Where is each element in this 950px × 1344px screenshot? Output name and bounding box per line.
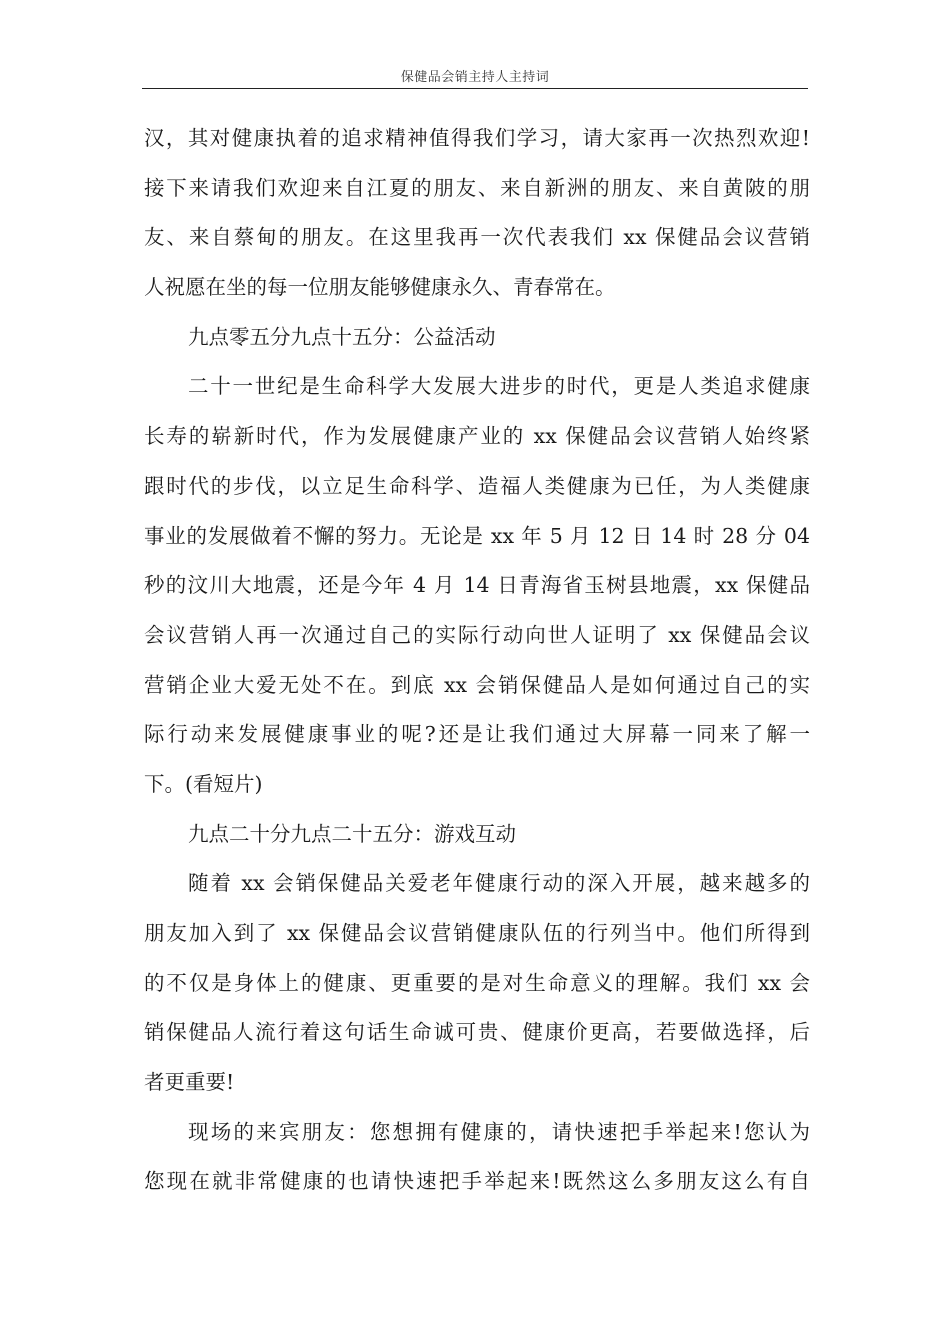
- text-line: 九点零五分九点十五分：公益活动: [188, 324, 496, 349]
- text-line: 销保健品人流行着这句话生命诚可贵、健康价更高，若要做选择，后: [144, 1020, 810, 1045]
- text-line: 者更重要!: [144, 1070, 235, 1095]
- text-line: 的不仅是身体上的健康、更重要的是对生命意义的理解。我们 xx 会: [144, 970, 810, 995]
- text-line: 您现在就非常健康的也请快速把手举起来!既然这么多朋友这么有自: [144, 1169, 810, 1194]
- text-line: 现场的来宾朋友：您想拥有健康的，请快速把手举起来!您认为: [188, 1119, 810, 1144]
- text-line: 二十一世纪是生命科学大发展大进步的时代，更是人类追求健康: [188, 374, 810, 399]
- page-header-title: 保健品会销主持人主持词: [400, 70, 550, 85]
- text-line: 下。(看短片): [144, 771, 263, 796]
- text-line: 接下来请我们欢迎来自江夏的朋友、来自新洲的朋友、来自黄陂的朋: [144, 175, 810, 200]
- text-line: 事业的发展做着不懈的努力。无论是 xx 年 5 月 12 日 14 时 28 分 04: [144, 523, 810, 548]
- text-line: 秒的汶川大地震，还是今年 4 月 14 日青海省玉树县地震，xx 保健品: [144, 573, 810, 598]
- header-divider: [142, 88, 808, 89]
- text-line: 际行动来发展健康事业的呢?还是让我们通过大屏幕一同来了解一: [144, 722, 810, 747]
- text-line: 朋友加入到了 xx 保健品会议营销健康队伍的行列当中。他们所得到: [144, 921, 810, 945]
- text-line: 会议营销人再一次通过自己的实际行动向世人证明了 xx 保健品会议: [144, 622, 810, 647]
- text-line: 汉，其对健康执着的追求精神值得我们学习，请大家再一次热烈欢迎!: [144, 126, 810, 150]
- text-line: 跟时代的步伐，以立足生命科学、造福人类健康为已任，为人类健康: [144, 473, 810, 498]
- text-line: 人祝愿在坐的每一位朋友能够健康永久、青春常在。: [144, 275, 616, 300]
- text-line: 营销企业大爱无处不在。到底 xx 会销保健品人是如何通过自己的实: [144, 672, 810, 697]
- text-line: 长寿的崭新时代，作为发展健康产业的 xx 保健品会议营销人始终紧: [144, 424, 810, 449]
- document-body: [144, 114, 810, 1207]
- text-line: 随着 xx 会销保健品关爱老年健康行动的深入开展，越来越多的: [188, 871, 810, 896]
- text-line: 友、来自蔡甸的朋友。在这里我再一次代表我们 xx 保健品会议营销: [144, 225, 810, 250]
- text-line: 九点二十分九点二十五分：游戏互动: [188, 821, 516, 846]
